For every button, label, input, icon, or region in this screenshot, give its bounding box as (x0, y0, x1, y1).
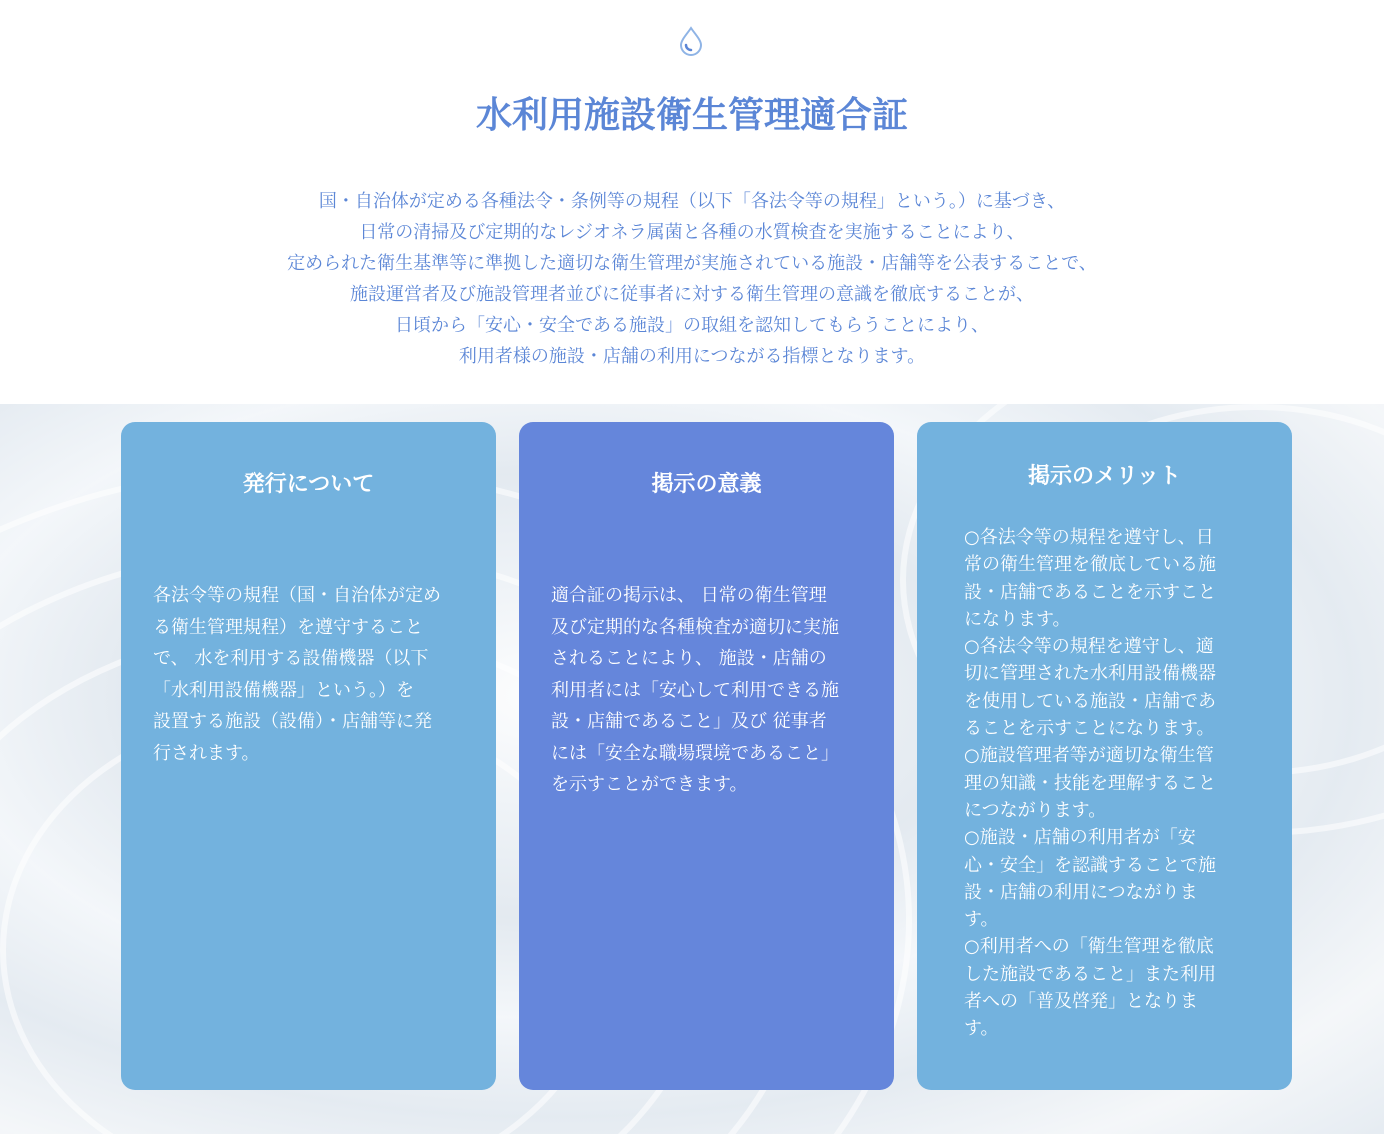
intro-line: 国・自治体が定める各種法令・条例等の規程（以下「各法令等の規程」という。）に基づき、 (318, 191, 1066, 212)
intro-text (0, 186, 1384, 372)
card-title: 掲示の意義 (651, 472, 762, 497)
water-drop-icon (677, 26, 705, 56)
card-title: 掲示のメリット (1027, 464, 1182, 489)
page-title: 水利用施設衛生管理適合証 (475, 95, 908, 136)
card-title: 発行について (242, 472, 375, 497)
card-body: ○各法令等の規程を遵守し、日 常の衛生管理を徹底している施 設・店舗であることを示すこと になります。 ○各法令等の規程を遵守し、適 切に管理された水利用設備機器 を使用している施設・店舗であ ることを示すことになります。 ○施設管理者等が適切な衛生管 理の知識・技能を理解すること につながります。 ○施設・店舗の利用者が「安 心・安全」を認識することで施 設・店舗の利用につながりま す。 ○利用者への「衛生管理を徹底 した施設であること」また利用 者への「普及啓発」となりま す。 (964, 527, 1216, 1040)
header-section (0, 0, 1384, 404)
intro-line: 定められた衛生基準等に準拠した適切な衛生管理が実施されている施設・店舗等を公表することで、 (287, 253, 1097, 274)
card-body: 適合証の掲示は、 日常の衛生管理 及び定期的な各種検査が適切に実施 されることにより、 施設・店舗の 利用者には「安心して利用できる施 設・店舗であること」及び 従事者 には「安全な職場環境であること」 を示すことができます。 (551, 585, 839, 795)
intro-line: 利用者様の施設・店舗の利用につながる指標となります。 (458, 346, 926, 367)
intro-line: 日常の清掃及び定期的なレジオネラ属菌と各種の水質検査を実施することにより、 (359, 222, 1025, 243)
card-merits (917, 422, 1292, 1090)
intro-line: 施設運営者及び施設管理者並びに従事者に対する衛生管理の意識を徹底することが、 (350, 284, 1034, 305)
card-body: 各法令等の規程（国・自治体が定め る衛生管理規程）を遵守すること で、 水を利用する設備機器（以下 「水利用設備機器」という。）を 設置する施設（設備）・店舗等に発 行されます。 (153, 585, 441, 764)
card-issuance (121, 422, 496, 1090)
card-significance (519, 422, 894, 1090)
intro-line: 日頃から「安心・安全である施設」の取組を認知してもらうことにより、 (395, 315, 989, 336)
